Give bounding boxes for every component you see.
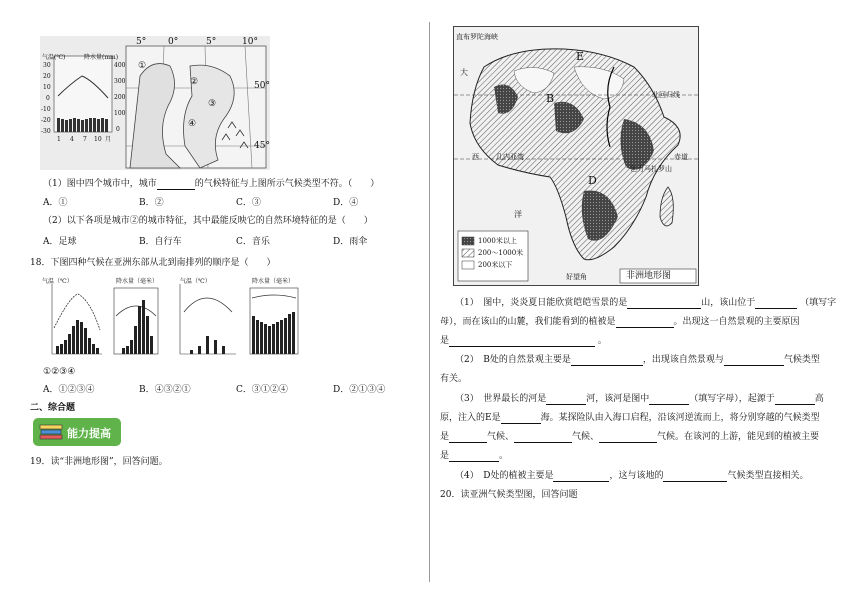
- q17-sub2: （2）以下各项是城市②的城市特征，其中最能反映它的自然环境特征的是（ ）: [43, 216, 373, 226]
- chart-x-tick: 7: [83, 136, 87, 143]
- chart-x-tick: 1: [57, 136, 61, 143]
- q19-stem: 19．读“非洲地形图”，回答问题。: [30, 457, 168, 467]
- map-label: 乞力马扎罗山: [630, 165, 672, 173]
- option[interactable]: B．自行车: [139, 237, 182, 247]
- chart-axis-label: 气温（℃）: [180, 278, 211, 285]
- chart-left-tick: 20: [43, 73, 51, 80]
- chart-left-tick: -20: [41, 117, 51, 124]
- option[interactable]: C．音乐: [236, 237, 270, 247]
- section-title: 二、综合题: [30, 403, 76, 413]
- chart-right-tick: 0: [116, 126, 120, 133]
- map-label: 北回归线: [652, 91, 680, 99]
- map-label: 好望角: [566, 273, 587, 281]
- chart-axis-label: 降水量（毫米）: [116, 278, 159, 285]
- q19-sub3-line3: 是 气候、 气候、 气候。在该河的上游，能见到的植被主要: [440, 432, 820, 442]
- ability-badge: [33, 418, 121, 446]
- map-label: 赤道: [674, 153, 688, 161]
- chart-right-tick: 100: [114, 110, 126, 117]
- q18-climate-charts: [40, 276, 300, 358]
- option[interactable]: B．④③②①: [139, 385, 191, 395]
- column-divider: [429, 22, 430, 582]
- lon-label: 5°: [136, 37, 147, 47]
- map-label: 大: [460, 68, 468, 77]
- lat-label: 45°: [254, 141, 270, 151]
- q20-stem: 20．读亚洲气候类型图，回答问题: [440, 490, 578, 500]
- europe-map-drawing: [40, 36, 270, 170]
- legend-label: 200～1000米: [478, 249, 524, 257]
- lon-label: 0°: [168, 37, 179, 47]
- q19-sub2-line1: （2） B处的自然景观主要是 ，出现该自然景观与 气候类型: [455, 355, 820, 365]
- map-title: 非洲地形图: [626, 271, 672, 281]
- chart-x-tick: 10: [94, 136, 102, 143]
- option[interactable]: A．①: [43, 198, 68, 208]
- option[interactable]: D．雨伞: [333, 237, 368, 247]
- option[interactable]: D．④: [333, 198, 359, 208]
- map-label: E: [576, 50, 585, 63]
- q19-sub3-line1: （3） 世界最长的河是 河，该河是图中 （填写字母），起源于 高: [455, 394, 824, 404]
- city-marker: ①: [138, 61, 147, 71]
- q19-sub4: （4） D处的植被主要是 ，这与该地的 气候类型直接相关。: [455, 471, 809, 481]
- option[interactable]: A．足球: [43, 237, 77, 247]
- climate-charts-drawing: [40, 276, 300, 358]
- q18-stem: 18．下图四种气候在亚洲东部从北到南排列的顺序是（ ）: [30, 258, 276, 268]
- chart-right-tick: 400: [114, 62, 126, 69]
- chart-x-tick: 4: [70, 136, 74, 143]
- q19-sub1-line3: 是 。: [440, 336, 607, 346]
- chart-left-tick: 30: [43, 62, 51, 69]
- city-marker: ③: [208, 99, 217, 109]
- q19-sub1-line1: （1） 图中，炎炎夏日能欣赏皑皑雪景的是 山，该山位于 （填写字: [455, 298, 837, 308]
- option[interactable]: A．①②③④: [43, 385, 95, 395]
- city-marker: ④: [188, 119, 197, 129]
- chart-axis-label: 降水量（毫米）: [252, 278, 295, 285]
- option[interactable]: B．②: [139, 198, 164, 208]
- chart-left-tick: -30: [41, 128, 51, 135]
- option[interactable]: C．③①②④: [236, 385, 288, 395]
- chart-right-tick: 200: [114, 94, 126, 101]
- q17-sub1: （1）图中四个城市中，城市 的气候特征与上图所示气候类型不符。（ ）: [43, 179, 380, 189]
- city-marker: ②: [190, 77, 199, 87]
- q19-sub3-line2: 原，注入的E是 海。某探险队由入海口启程，沿该河逆流而上，将分别穿越的气候类型: [440, 413, 820, 423]
- option[interactable]: C．③: [236, 198, 261, 208]
- lat-label: 50°: [254, 81, 270, 91]
- badge-label: 能力提高: [67, 427, 111, 440]
- map-label: 几内亚湾: [496, 153, 524, 161]
- chart-right-title: 降水量(mm): [84, 54, 119, 61]
- legend-label: 200米以下: [478, 261, 513, 269]
- chart-left-tick: -10: [41, 106, 51, 113]
- lon-label: 10°: [242, 37, 258, 47]
- lon-label: 5°: [206, 37, 217, 47]
- chart-left-tick: 0: [46, 95, 50, 102]
- books-icon: [39, 424, 63, 440]
- chart-axis-label: 气温（℃）: [42, 278, 73, 285]
- chart-x-tick: 月: [105, 136, 112, 143]
- q19-sub3-line4: 是 。: [440, 451, 509, 461]
- map-label: D: [588, 174, 597, 187]
- chart-left-title: 气温(℃): [42, 54, 66, 61]
- legend-label: 1000米以上: [478, 237, 517, 245]
- chart-right-tick: 300: [114, 78, 126, 85]
- chart-left-tick: 10: [43, 84, 51, 91]
- q19-sub2-line2: 有关。: [440, 374, 468, 384]
- europe-climate-map-figure: [40, 36, 270, 170]
- map-label: 直布罗陀海峡: [456, 33, 498, 41]
- africa-terrain-map: [453, 26, 699, 286]
- option[interactable]: D．②①③④: [333, 385, 386, 395]
- map-label: B: [546, 92, 555, 105]
- q19-sub1-line2: 母），而在该山的山麓，我们能看到的植被是 。出现这一自然景观的主要原因: [440, 317, 800, 327]
- map-label: 洋: [514, 210, 522, 219]
- map-label: 西: [472, 153, 479, 161]
- q18-caption: ①②③④: [43, 367, 76, 377]
